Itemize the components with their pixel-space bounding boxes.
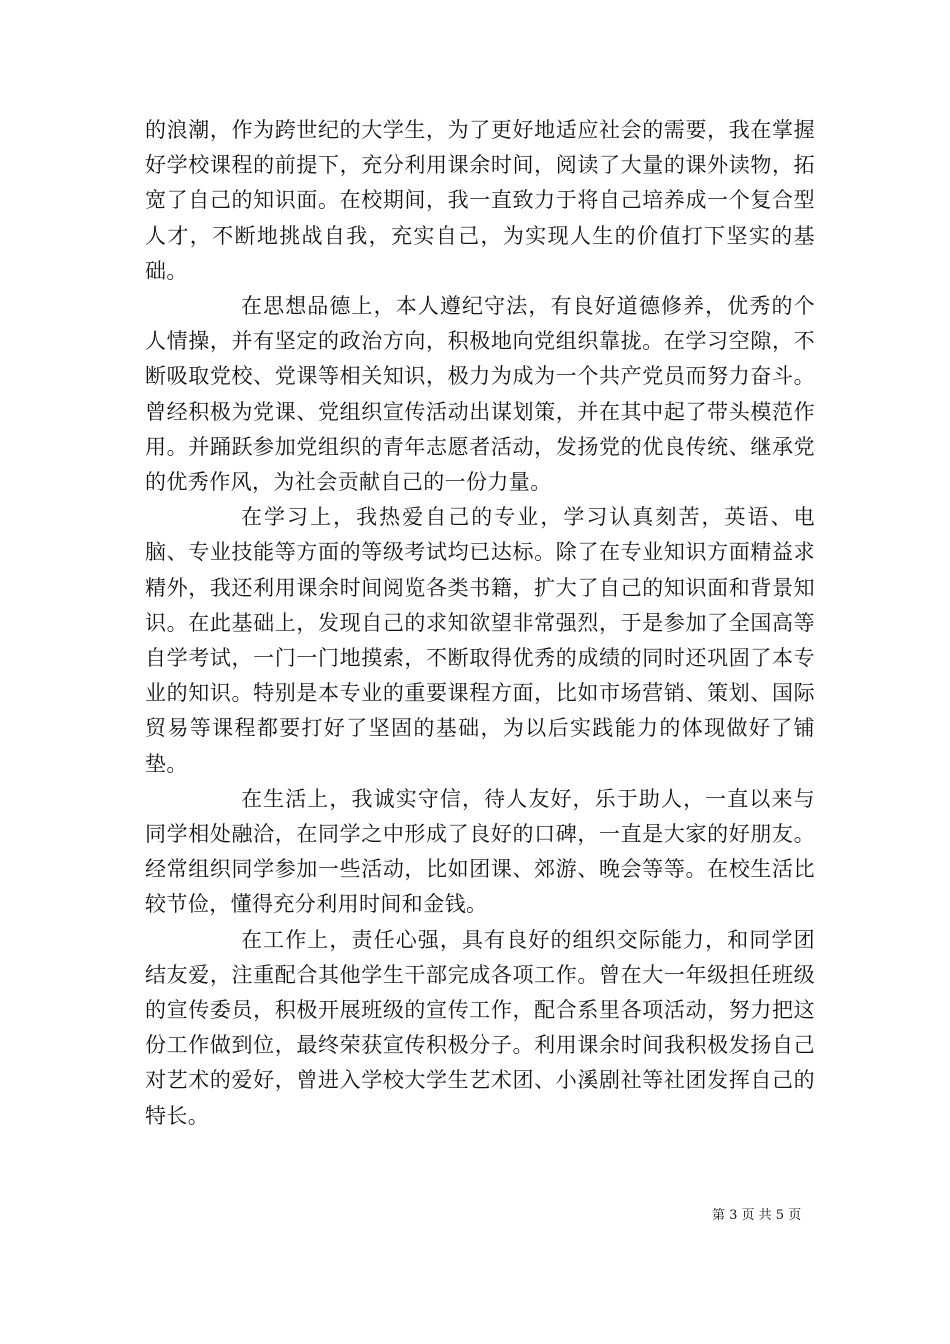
paragraph-ideology: 在思想品德上，本人遵纪守法，有良好道德修养，优秀的个人情操，并有坚定的政治方向，积极地向党组织靠拢。在学习空隙，不断吸取党校、党课等相关知识，极力为成为一个共产党员而努力奋斗。曾经积极为党课、党组织宣传活动出谋划策，并在其中起了带头模范作用。并踊跃参加党组织的青年志愿者活动，发扬党的优良传统、继承党的优秀作风，为社会贡献自己的一份力量。	[145, 294, 815, 495]
paragraph-work: 在工作上，责任心强，具有良好的组织交际能力，和同学团结友爱，注重配合其他学生干部完成各项工作。曾在大一年级担任班级的宣传委员，积极开展班级的宣传工作，配合系里各项活动，努力把这份工作做到位，最终荣获宣传积极分子。利用课余时间我积极发扬自己对艺术的爱好，曾进入学校大学生艺术团、小溪剧社等社团发挥自己的特长。	[145, 927, 815, 1128]
paragraph-study: 在学习上，我热爱自己的专业，学习认真刻苦，英语、电脑、专业技能等方面的等级考试均已达标。除了在专业知识方面精益求精外，我还利用课余时间阅览各类书籍，扩大了自己的知识面和背景知识。在此基础上，发现自己的求知欲望非常强烈，于是参加了全国高等自学考试，一门一门地摸索，不断取得优秀的成绩的同时还巩固了本专业的知识。特别是本专业的重要课程方面，比如市场营销、策划、国际贸易等课程都要打好了坚固的基础，为以后实践能力的体现做好了铺垫。	[145, 505, 815, 776]
document-body	[145, 113, 815, 1134]
paragraph-continuation: 的浪潮，作为跨世纪的大学生，为了更好地适应社会的需要，我在掌握好学校课程的前提下，充分利用课余时间，阅读了大量的课外读物，拓宽了自己的知识面。在校期间，我一直致力于将自己培养成一个复合型人才，不断地挑战自我，充实自己，为实现人生的价值打下坚实的基础。	[145, 118, 815, 283]
page-number-footer: 第 3 页 共 5 页	[712, 1208, 802, 1223]
paragraph-life: 在生活上，我诚实守信，待人友好，乐于助人，一直以来与同学相处融洽，在同学之中形成了良好的口碑，一直是大家的好朋友。经常组织同学参加一些活动，比如团课、郊游、晚会等等。在校生活比较节俭，懂得充分利用时间和金钱。	[145, 786, 815, 917]
